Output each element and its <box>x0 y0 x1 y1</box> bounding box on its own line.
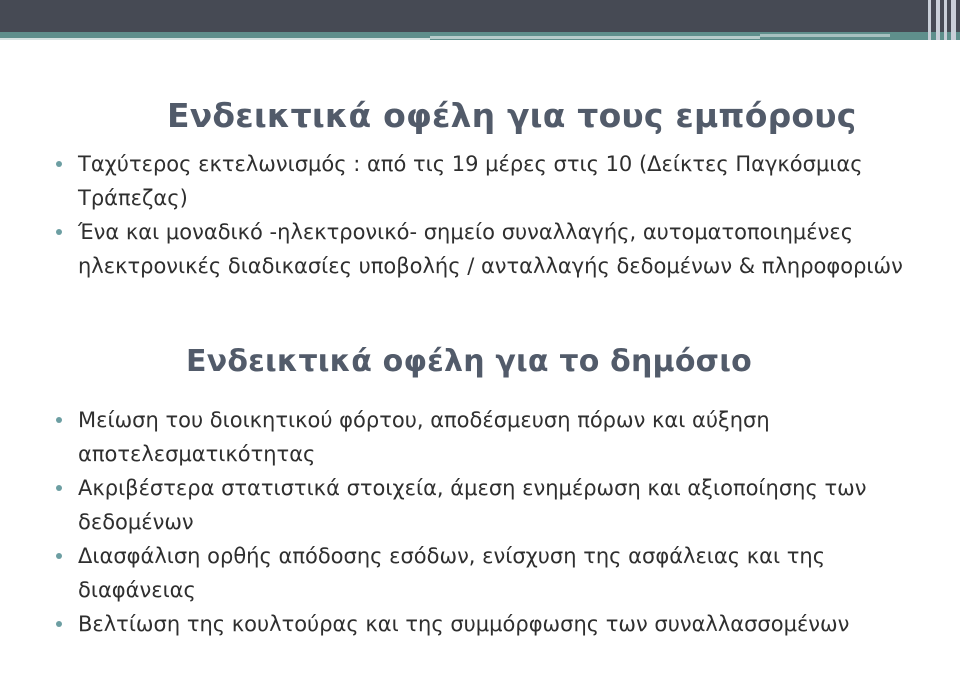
header-vertical-bar <box>944 0 947 40</box>
bullet-text: Μείωση του διοικητικού φόρτου, αποδέσμευση πόρων και αύξηση αποτελεσματικότητας <box>78 408 770 466</box>
bullet-dot-icon <box>56 485 62 491</box>
bullet-dot-icon <box>56 161 62 167</box>
bullet-item <box>0 607 918 641</box>
bullet-text: Ακριβέστερα στατιστικά στοιχεία, άμεση ενημέρωση και αξιοποίησης των δεδομένων <box>78 476 867 534</box>
header-stripe <box>430 36 760 39</box>
bullet-dot-icon <box>56 553 62 559</box>
bullet-list-public-sector <box>0 403 960 641</box>
bullet-item <box>0 471 918 539</box>
bullet-text: Ταχύτερος εκτελωνισμός : από τις 19 μέρες στις 10 (Δείκτες Παγκόσμιας Τράπεζας) <box>78 152 863 210</box>
bullet-item <box>0 539 918 607</box>
bullet-dot-icon <box>56 229 62 235</box>
bullet-dot-icon <box>56 621 62 627</box>
slide-header-bar <box>0 0 960 40</box>
header-vertical-bar <box>928 0 931 40</box>
section-heading-merchants: Ενδεικτικά οφέλη για τους εμπόρους <box>167 96 857 135</box>
bullet-item <box>0 215 908 283</box>
bullet-list-merchants <box>0 147 960 283</box>
header-stripe <box>760 34 890 37</box>
header-dark-band <box>0 0 960 32</box>
bullet-item <box>0 403 918 471</box>
header-vertical-bar <box>951 0 956 40</box>
header-vertical-bar <box>936 0 940 40</box>
bullet-text: Βελτίωση της κουλτούρας και της συμμόρφωσης των συναλλασσομένων <box>78 612 850 636</box>
header-stripe <box>0 38 430 40</box>
section-heading-public-sector: Ενδεικτικά οφέλη για το δημόσιο <box>186 344 752 379</box>
bullet-text: Διασφάλιση ορθής απόδοσης εσόδων, ενίσχυση της ασφάλειας και της διαφάνειας <box>78 544 826 602</box>
bullet-dot-icon <box>56 417 62 423</box>
bullet-text: Ένα και μοναδικό -ηλεκτρονικό- σημείο συναλλαγής, αυτοματοποιημένες ηλεκτρονικές διαδικασίες υποβολής / ανταλλαγής δεδομένων & πληροφοριών <box>78 220 903 278</box>
bullet-item <box>0 147 908 215</box>
